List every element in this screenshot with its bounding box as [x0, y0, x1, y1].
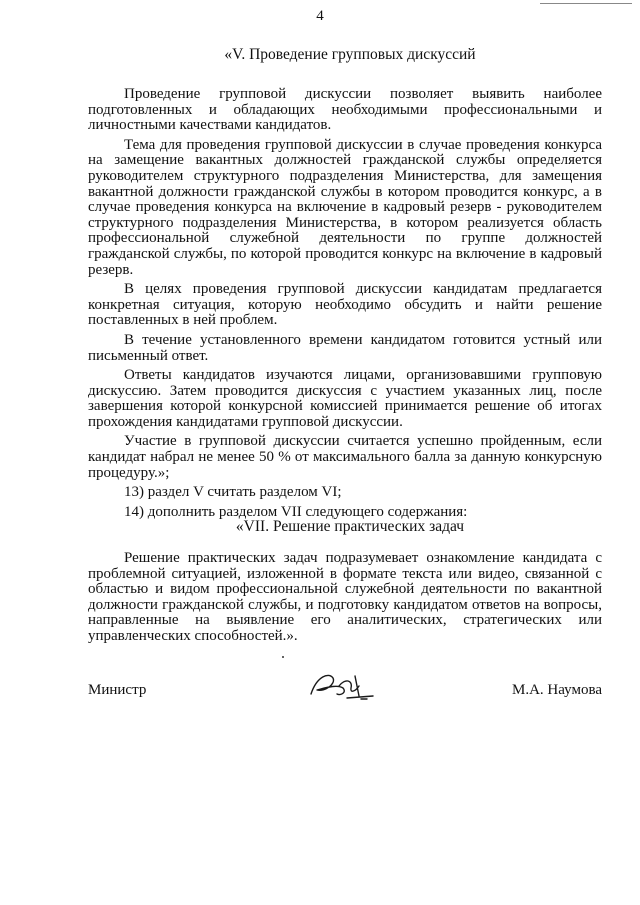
corner-mark [540, 3, 632, 4]
paragraph: Решение практических задач подразумевает ознакомление кандидата с проблемной ситуацией, изложенной в формате текста или видео, связанной с областью и видом профессиональной служебной деятельности по вакантной должности гражданской службы, и подготовку кандидатом ответов на вопросы, направленные на выявление его аналитических, стратегических или управленческих способностей.». [88, 550, 602, 644]
handwritten-signature-icon [303, 666, 383, 706]
paragraph: Участие в групповой дискуссии считается успешно пройденным, если кандидат набрал не менее 50 % от максимального балла за данную конкурсную процедуру.»; [88, 433, 602, 481]
paragraph: Проведение групповой дискуссии позволяет выявить наиболее подготовленных и обладающих необходимыми профессиональными и личностными качествами кандидатов. [88, 86, 602, 134]
paragraph: В целях проведения групповой дискуссии кандидатам предлагается конкретная ситуация, которую необходимо обсудить и найти решение поставленных в ней проблем. [88, 281, 602, 329]
page-number: 4 [316, 8, 324, 24]
list-item: 13) раздел V считать разделом VI; [124, 484, 342, 501]
stray-mark [282, 656, 284, 658]
list-item: 14) дополнить разделом VII следующего содержания: [124, 503, 468, 520]
paragraph: В течение установленного времени кандидатом готовится устный или письменный ответ. [88, 331, 602, 364]
section-5-heading: «V. Проведение групповых дискуссий [224, 46, 476, 63]
section-7-body [88, 551, 602, 645]
section-7-heading: «VII. Решение практических задач [235, 518, 465, 535]
paragraph: Ответы кандидатов изучаются лицами, организовавшими групповую дискуссию. Затем проводится дискуссия с участием указанных лиц, после завершения которой конкурсной комиссией принимается решение об итогах прохождения кандидатами групповой дискуссии. [88, 367, 602, 430]
section-5-body [88, 87, 602, 520]
signature-block [88, 682, 602, 722]
signer-name: М.А. Наумова [512, 682, 602, 698]
signer-title: Министр [88, 682, 147, 698]
paragraph: Тема для проведения групповой дискуссии в случае проведения конкурса на замещение вакантных должностей гражданской службы определяется руководителем структурного подразделения Министерства, для замещения вакантной должности гражданской службы в котором проводится конкурс, а в случае проведения конкурса на включение в кадровый резерв - руководителем структурного подразделения Министерства, в котором реализуется область профессиональной служебной деятельности по группе должностей гражданской службы, по которой проводится конкурс на включение в кадровый резерв. [88, 136, 602, 278]
